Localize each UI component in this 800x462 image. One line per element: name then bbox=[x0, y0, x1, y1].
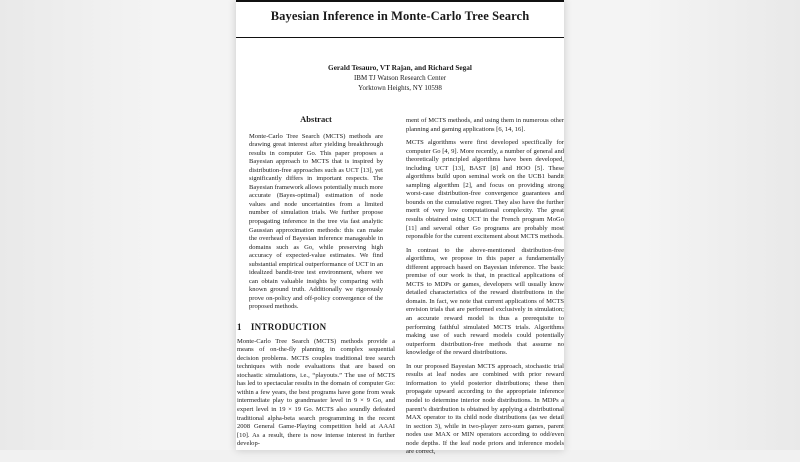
right-paragraph-2: MCTS algorithms were first developed specifically for computer Go [4, 9]. More recently, a number of general and theoretically principled algorithms have been developed, including UCT [13], BAST [8] and HOO [5]. These algorithms build upon seminal work on the UCB1 bandit sampling algorithm [2], and focus on providing strong worst-case distribution-free convergence guarantees and bounds on the cumulative regret. They also have the further merit of very low computational complexity. The great results obtained using UCT in the French program MoGo [11] and several other Go programs are probably most reponsible for the current excitement about MCTS methods. bbox=[406, 139, 564, 241]
author-block bbox=[236, 63, 564, 93]
abstract-text: Monte-Carlo Tree Search (MCTS) methods are drawing great interest after yielding breakthrough results in computer Go. This paper proposes a Bayesian approach to MCTS that is inspired by distribution-free approaches such as UCT [13], yet significantly differs in important respects. The Bayesian framework allows potentially much more accurate (Bayes-optimal) estimation of node values and node uncertainties from a limited number of simulation trials. We further propose propagating inference in the tree via fast analytic Gaussian approximation methods: this can make the overhead of Bayesian inference manageable in domains such as Go, while preserving high accuracy of expected-value estimates. We find substantial empirical outperformance of UCT in an idealized bandit-tree test environment, where we can obtain valuable insights by comparing with known ground truth. Additionally we rigorously prove on-policy and off-policy convergence of the proposed methods. bbox=[249, 132, 383, 311]
section-number: 1 bbox=[237, 322, 242, 333]
right-paragraph-3: In contrast to the above-mentioned distribution-free algorithms, we propose in this paper a fundamentally different approach based on Bayesian inference. The basic premise of our work is that, in practical applications of MCTS to MDPs or games, developers will usually know detailed characteristics of the reward distributions in the domain. In fact, we note that current applications of MCTS envision trials that are performed exclusively in simulation; an accurate reward model is thus a prerequisite to performing faithful simulated MCTS trials. Algorithms making use of such reward models could potentially outperform distribution-free methods that assume no knowledge of the reward distributions. bbox=[406, 246, 564, 357]
affiliation-line-2: Yorktown Heights, NY 10598 bbox=[358, 84, 442, 92]
title-rule-bottom bbox=[236, 37, 564, 38]
right-paragraph-4: In our proposed Bayesian MCTS approach, stochastic trial results at leaf nodes are combined with prior reward information to yield posterior distributions; these then propagate upward according to the appropriate inference model to determine interior node distributions. In MDPs a parent’s distribution is obtained by applying a distributional MAX operator to its child node distributions (as we detail in section 3), while in two-player zero-sum games, parent nodes use MAX or MIN operators according to odd/even node depths. If the leaf node priors and inference models are correct, bbox=[406, 362, 564, 456]
left-column bbox=[237, 112, 395, 454]
right-paragraph-1: ment of MCTS methods, and using them in numerous other planning and gaming applications [6, 14, 16]. bbox=[406, 117, 564, 133]
intro-paragraph-1: Monte-Carlo Tree Search (MCTS) methods provide a means of on-the-fly planning in complex sequential decision problems. MCTS couples traditional tree search techniques with node evaluations that are based on stochastic simulations, i.e., “playouts.” The use of MCTS has led to spectacular results in the domain of computer Go: within a few years, the best programs have gone from weak intermediate play to grandmaster level in 9 × 9 Go, and expert level in 19 × 19 Go. MCTS also soundly defeated traditional alpha-beta search programming in the recent 2008 General Game-Playing competition held at AAAI [10]. As a result, there is now intense interest in further develop- bbox=[237, 337, 395, 448]
affiliation-line-1: IBM TJ Watson Research Center bbox=[353, 74, 447, 82]
author-names: Gerald Tesauro, VT Rajan, and Richard Segal bbox=[328, 63, 472, 72]
title-rule-top bbox=[236, 0, 564, 2]
paper-title: Bayesian Inference in Monte-Carlo Tree Search bbox=[270, 9, 530, 23]
abstract-heading: Abstract bbox=[300, 114, 332, 124]
paper-page bbox=[236, 0, 564, 456]
section-title: INTRODUCTION bbox=[250, 322, 327, 333]
section-heading-introduction bbox=[237, 323, 395, 332]
right-column bbox=[406, 117, 564, 462]
